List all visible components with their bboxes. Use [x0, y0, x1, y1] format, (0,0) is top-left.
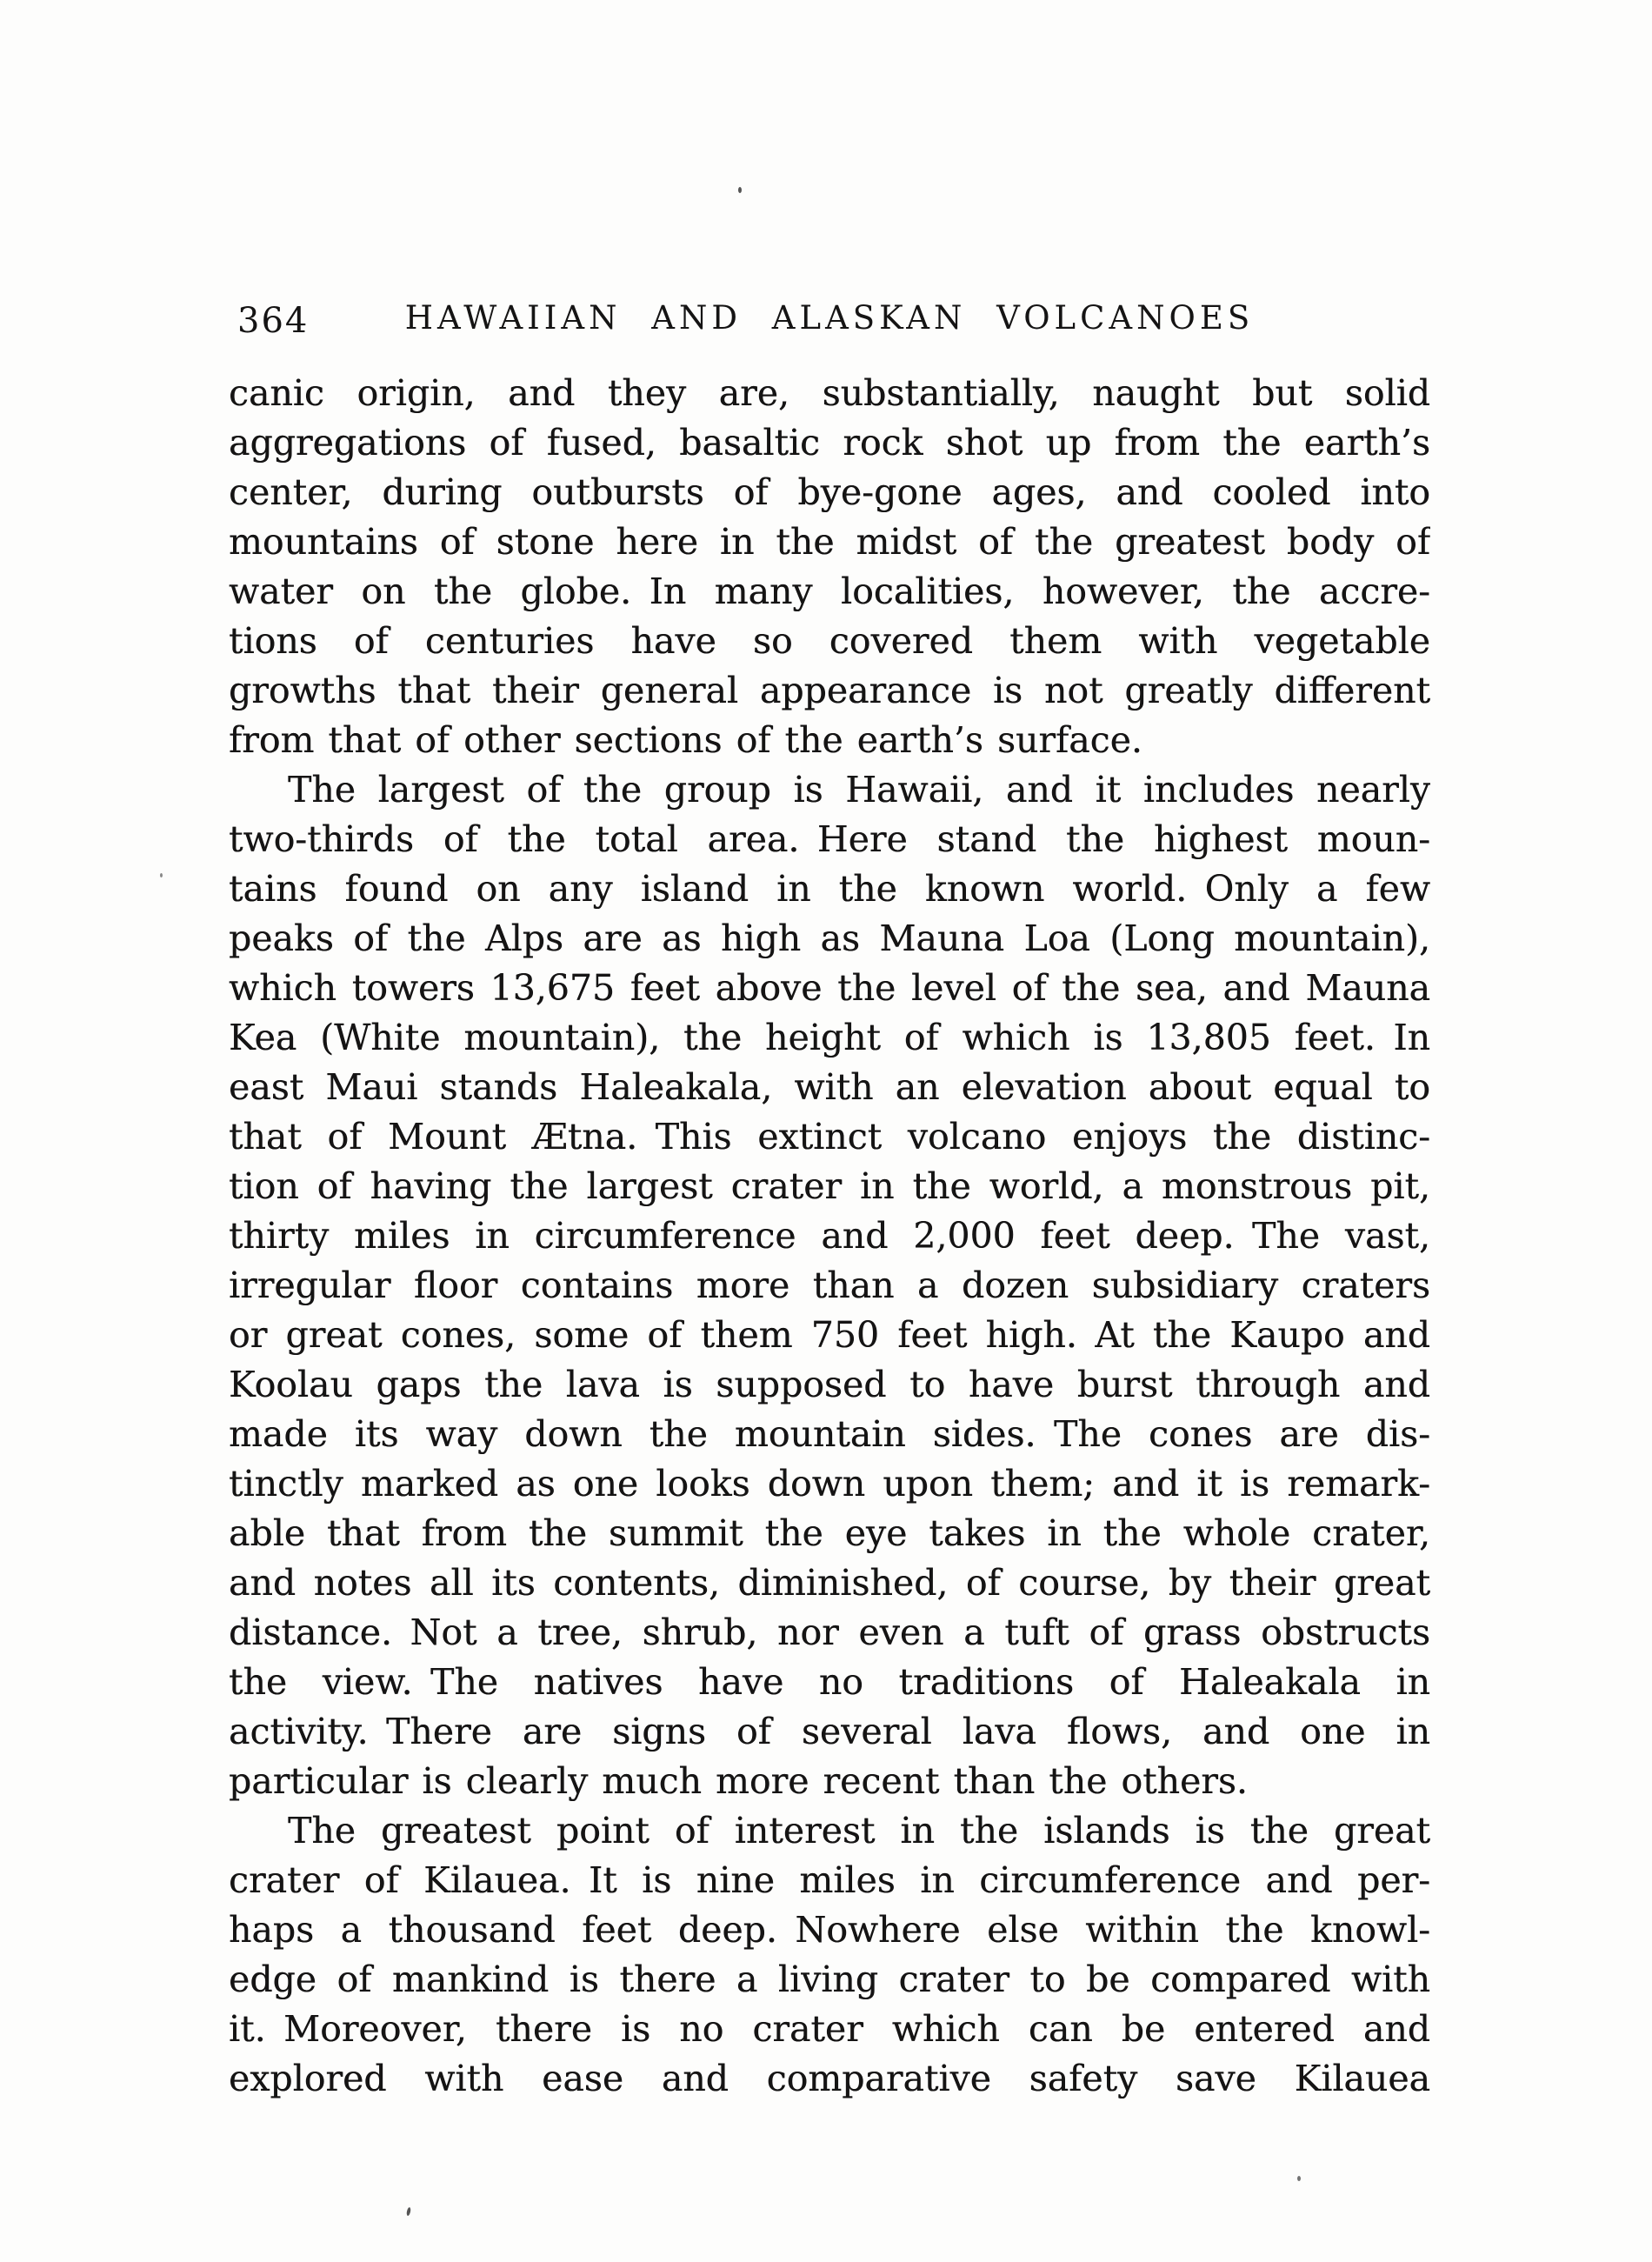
- text-line: east Maui stands Haleakala, with an elevation about equal to: [229, 1066, 1430, 1108]
- scan-speck: [738, 187, 742, 193]
- text-line: explored with ease and comparative safety save Kilauea: [229, 2058, 1430, 2099]
- text-line: The largest of the group is Hawaii, and it includes nearly: [288, 769, 1430, 811]
- text-line: mountains of stone here in the midst of the greatest body of: [229, 521, 1430, 563]
- text-line: water on the globe. In many localities, however, the accre-: [229, 571, 1430, 612]
- text-line: which towers 13,675 feet above the level of the sea, and Mauna: [229, 967, 1430, 1009]
- text-line: crater of Kilauea. It is nine miles in circumference and per-: [229, 1859, 1430, 1901]
- running-title: HAWAIIAN AND ALASKAN VOLCANOES: [404, 299, 1255, 337]
- text-line: thirty miles in circumference and 2,000 feet deep. The vast,: [229, 1215, 1430, 1257]
- text-line: or great cones, some of them 750 feet high. At the Kaupo and: [229, 1314, 1430, 1356]
- text-line: tains found on any island in the known world. Only a few: [229, 868, 1430, 910]
- text-line: able that from the summit the eye takes in the whole crater,: [229, 1512, 1430, 1554]
- text-line: and notes all its contents, diminished, of course, by their great: [229, 1562, 1430, 1604]
- text-line: peaks of the Alps are as high as Mauna Loa (Long mountain),: [229, 917, 1430, 959]
- text-line: from that of other sections of the earth’s surface.: [229, 719, 1142, 761]
- page-body: [229, 369, 1430, 2104]
- text-line: the view. The natives have no traditions of Haleakala in: [229, 1661, 1430, 1703]
- text-line: activity. There are signs of several lava flows, and one in: [229, 1711, 1430, 1752]
- scan-speck: [1297, 2176, 1301, 2181]
- text-line: tions of centuries have so covered them with vegetable: [229, 620, 1430, 662]
- text-line: irregular floor contains more than a dozen subsidiary craters: [229, 1264, 1430, 1306]
- text-line: aggregations of fused, basaltic rock shot up from the earth’s: [229, 422, 1430, 464]
- text-line: made its way down the mountain sides. The cones are dis-: [229, 1413, 1430, 1455]
- text-line: growths that their general appearance is not greatly different: [229, 670, 1430, 711]
- text-line: it. Moreover, there is no crater which can be entered and: [229, 2008, 1430, 2050]
- text-line: tion of having the largest crater in the world, a monstrous pit,: [229, 1165, 1430, 1207]
- text-line: Kea (White mountain), the height of which is 13,805 feet. In: [229, 1017, 1430, 1058]
- page-number: 364: [237, 301, 310, 341]
- text-line: The greatest point of interest in the islands is the great: [288, 1810, 1430, 1852]
- text-line: two-thirds of the total area. Here stand the highest moun-: [229, 818, 1430, 860]
- paragraph: [229, 765, 1430, 1806]
- page-header: [229, 297, 1430, 350]
- text-line: edge of mankind is there a living crater to be compared with: [229, 1958, 1430, 2000]
- text-line: Koolau gaps the lava is supposed to have burst through and: [229, 1364, 1430, 1405]
- paragraph: [229, 1806, 1430, 2104]
- text-line: that of Mount Ætna. This extinct volcano enjoys the distinc-: [229, 1116, 1430, 1158]
- scan-speck: [406, 2207, 411, 2217]
- text-line: tinctly marked as one looks down upon them; and it is remark-: [229, 1463, 1430, 1505]
- text-line: haps a thousand feet deep. Nowhere else within the knowl-: [229, 1909, 1430, 1951]
- paragraph: [229, 369, 1430, 765]
- text-line: particular is clearly much more recent than the others.: [229, 1760, 1248, 1802]
- text-line: canic origin, and they are, substantially, naught but solid: [229, 372, 1430, 414]
- scan-speck: [160, 873, 163, 877]
- text-line: center, during outbursts of bye-gone ages, and cooled into: [229, 471, 1430, 513]
- text-line: distance. Not a tree, shrub, nor even a tuft of grass obstructs: [229, 1611, 1430, 1653]
